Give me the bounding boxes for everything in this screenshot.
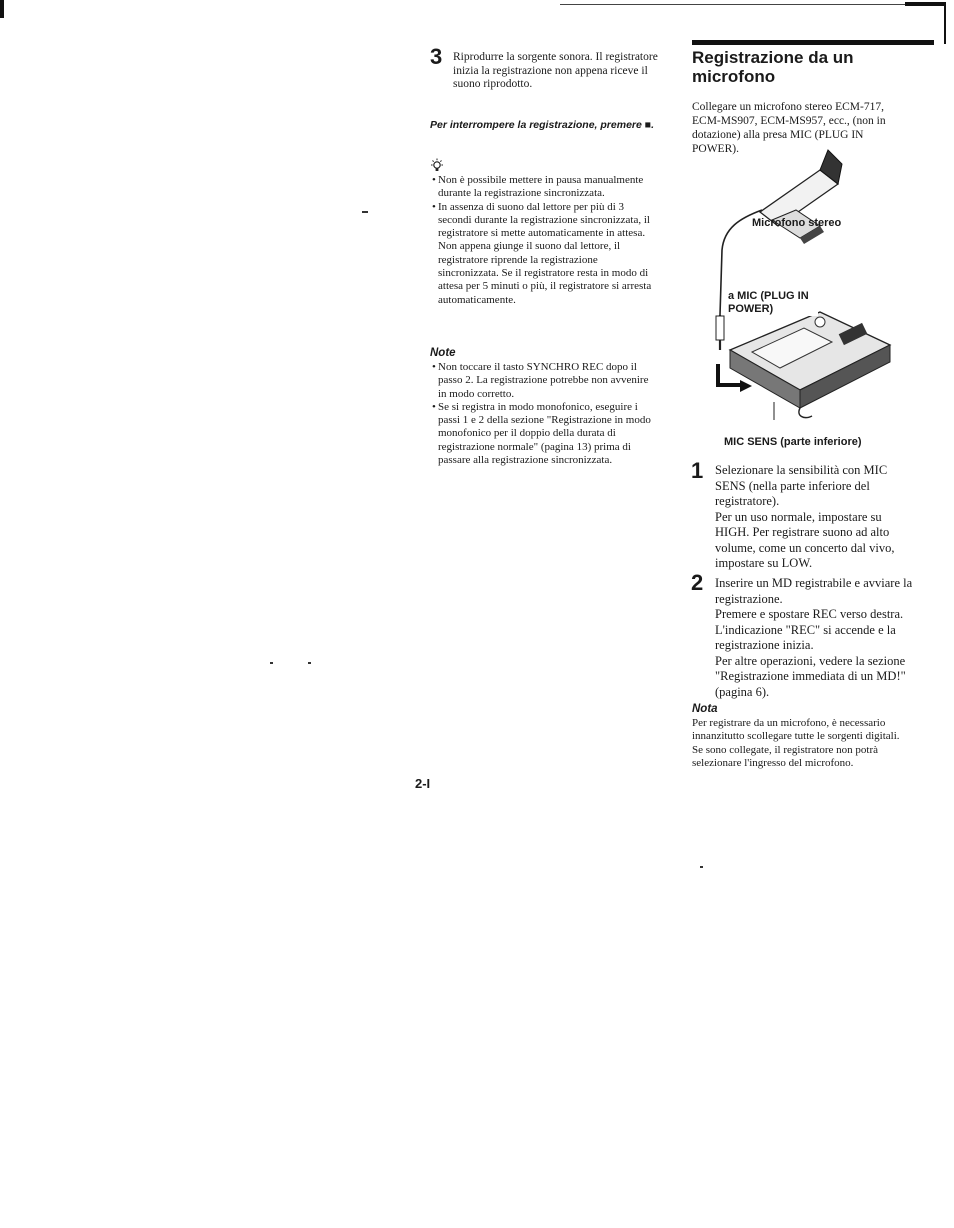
tip-item: • In assenza di suono dal lettore per più di 3 secondi durante la registrazione sincronizzata, il registratore si mette automaticamente in attesa. Non appena giunge il suono dal lettore, il registratore riprende la registrazione sincronizzata. Se il registratore resta in modo di attesa per 5 minuti o più, il registratore si arresta automaticamente. (432, 201, 652, 307)
step-3-text: Riprodurre la sorgente sonora. Il registratore inizia la registrazione non appena riceve il suono riprodotto. (453, 51, 658, 90)
tip-bulb-icon (430, 158, 444, 174)
scan-speck (700, 866, 703, 868)
step-2-line: Premere e spostare REC verso destra. L'indicazione "REC" si accende e la registrazione inizia. (715, 607, 904, 652)
section-rule (692, 40, 934, 45)
md-recorder-icon (718, 312, 890, 418)
scan-corner-bracket (944, 2, 946, 44)
tip-item: • Non è possibile mettere in pausa manualmente durante la registrazione sincronizzata. (432, 174, 652, 201)
nota-heading: Nota (692, 703, 718, 715)
tips-list (432, 174, 652, 307)
step-1-line: Selezionare la sensibilità con MIC SENS (nella parte inferiore del registratore). (715, 463, 888, 508)
notes-list (432, 361, 652, 467)
label-microphone: Microfono stereo (752, 217, 842, 229)
section-title: Registrazione da un microfono (692, 48, 854, 86)
scan-speck (308, 662, 311, 664)
scan-top-rule (560, 4, 945, 5)
note-heading: Note (430, 347, 456, 359)
nota-text: Per registrare da un microfono, è necessario innanzitutto scollegare tutte le sorgenti digitali. Se sono collegate, il registratore non potrà selezionare l'ingresso del microfono. (692, 717, 900, 769)
scan-edge-mark (0, 0, 4, 18)
scan-top-rule-thick (905, 2, 945, 6)
intro-text: Collegare un microfono stereo ECM-717, ECM-MS907, ECM-MS957, ecc., (non in dotazione) alla presa MIC (PLUG IN POWER). (692, 101, 886, 155)
step-2-line: Inserire un MD registrabile e avviare la registrazione. (715, 576, 913, 606)
microphone-recorder-illustration (700, 140, 900, 420)
step-1-number: 1 (691, 458, 704, 483)
page-number: 2-I (415, 776, 431, 791)
scan-speck (270, 662, 273, 664)
note-item: • Se si registra in modo monofonico, eseguire i passi 1 e 2 della sezione "Registrazione in modo monofonico per il doppio della durata di registrazione normale" (pagina 13) prima di passare alla registrazione sincronizzata. (432, 401, 652, 467)
scan-speck (362, 211, 368, 213)
step-2-number: 2 (691, 570, 704, 595)
label-mic-sens: MIC SENS (parte inferiore) (724, 436, 862, 448)
step-1-line: Per un uso normale, impostare su HIGH. Per registrare suono ad alto volume, come un concerto dal vivo, impostare su LOW. (715, 509, 895, 570)
note-item: • Non toccare il tasto SYNCHRO REC dopo il passo 2. La registrazione potrebbe non avvenire in modo corretto. (432, 361, 652, 401)
stop-recording-heading: Per interrompere la registrazione, premere ■. (430, 119, 655, 131)
label-mic-jack: a MIC (PLUG IN POWER) (728, 290, 818, 316)
step-2-line: Per altre operazioni, vedere la sezione "Registrazione immediata di un MD!" (pagina 6). (715, 653, 906, 699)
step-3-number: 3 (430, 44, 443, 69)
step-1-text (715, 463, 905, 572)
step-2-text (715, 576, 913, 700)
